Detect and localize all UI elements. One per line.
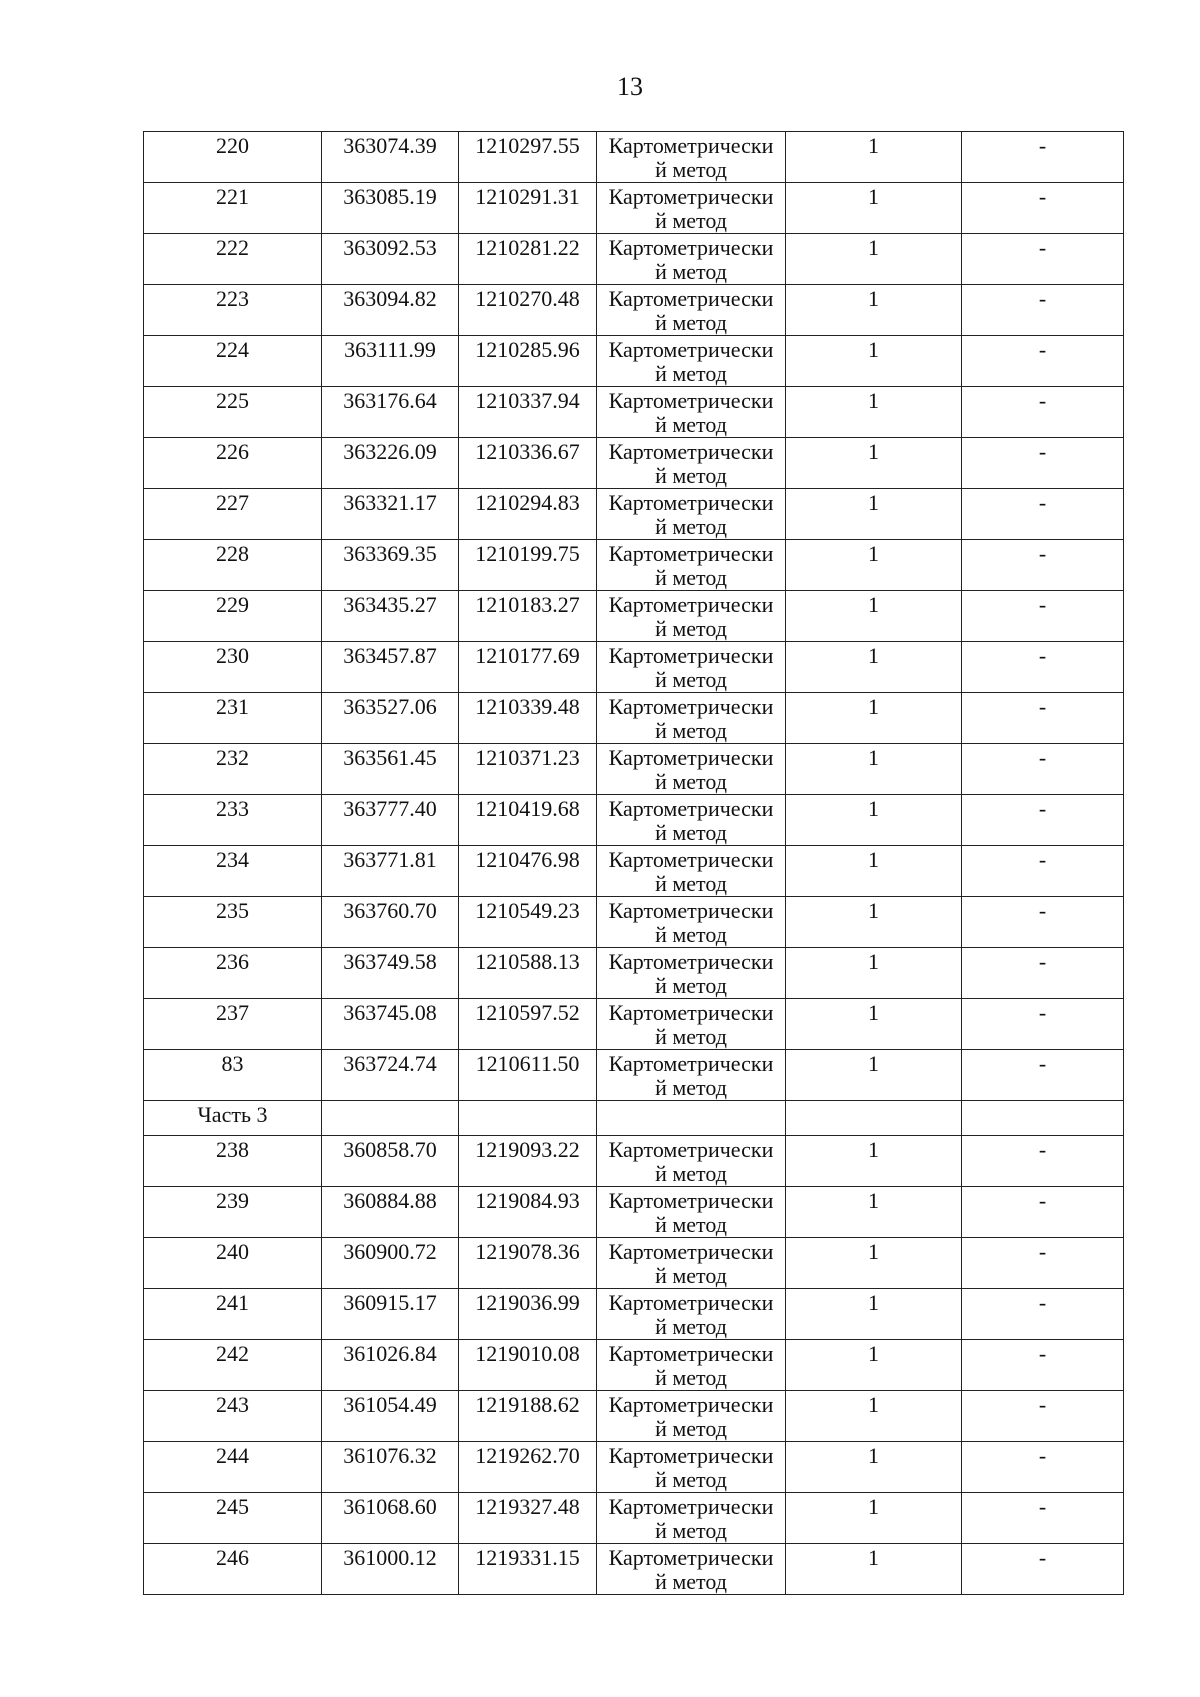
- accuracy-cell: 1: [786, 846, 962, 897]
- method-line-1: Картометрически: [608, 388, 774, 413]
- y-coordinate-cell: 1210177.69: [459, 642, 597, 693]
- method-line-1: Картометрически: [608, 949, 774, 974]
- note-cell: -: [962, 1340, 1124, 1391]
- x-coordinate-cell: 363226.09: [322, 438, 459, 489]
- table-row: [144, 387, 1124, 438]
- table-row: [144, 1493, 1124, 1544]
- accuracy-cell: 1: [786, 1187, 962, 1238]
- method-line-1: Картометрически: [608, 337, 774, 362]
- method-line-1: Картометрически: [608, 439, 774, 464]
- point-number-cell: 242: [144, 1340, 322, 1391]
- x-coordinate-cell: 363111.99: [322, 336, 459, 387]
- method-line-2: й метод: [655, 1075, 727, 1100]
- note-cell: -: [962, 693, 1124, 744]
- section-empty-cell: [597, 1101, 786, 1136]
- method-line-2: й метод: [655, 565, 727, 590]
- method-cell: [597, 1136, 786, 1187]
- point-number-cell: 245: [144, 1493, 322, 1544]
- method-cell: [597, 438, 786, 489]
- y-coordinate-cell: 1210199.75: [459, 540, 597, 591]
- accuracy-cell: 1: [786, 438, 962, 489]
- page-number: 13: [617, 72, 643, 101]
- method-line-2: й метод: [655, 1416, 727, 1441]
- accuracy-cell: 1: [786, 234, 962, 285]
- accuracy-cell: 1: [786, 183, 962, 234]
- x-coordinate-cell: 363085.19: [322, 183, 459, 234]
- point-number-cell: 83: [144, 1050, 322, 1101]
- y-coordinate-cell: 1210476.98: [459, 846, 597, 897]
- accuracy-cell: 1: [786, 1493, 962, 1544]
- point-number-cell: 246: [144, 1544, 322, 1595]
- method-cell: [597, 1544, 786, 1595]
- table-row: [144, 438, 1124, 489]
- method-line-2: й метод: [655, 1467, 727, 1492]
- table-row: [144, 540, 1124, 591]
- table-row: [144, 336, 1124, 387]
- x-coordinate-cell: 363724.74: [322, 1050, 459, 1101]
- table-body-part-a: [144, 132, 1124, 1101]
- method-cell: [597, 489, 786, 540]
- method-line-2: й метод: [655, 259, 727, 284]
- method-line-1: Картометрически: [608, 1341, 774, 1366]
- note-cell: -: [962, 1391, 1124, 1442]
- method-cell: [597, 591, 786, 642]
- note-cell: -: [962, 387, 1124, 438]
- x-coordinate-cell: 363435.27: [322, 591, 459, 642]
- accuracy-cell: 1: [786, 1050, 962, 1101]
- method-line-2: й метод: [655, 973, 727, 998]
- note-cell: -: [962, 1187, 1124, 1238]
- accuracy-cell: 1: [786, 591, 962, 642]
- section-empty-cell: [322, 1101, 459, 1136]
- note-cell: -: [962, 234, 1124, 285]
- method-line-1: Картометрически: [608, 643, 774, 668]
- method-cell: [597, 234, 786, 285]
- table-row: [144, 1391, 1124, 1442]
- point-number-cell: 228: [144, 540, 322, 591]
- y-coordinate-cell: 1210281.22: [459, 234, 597, 285]
- method-cell: [597, 1187, 786, 1238]
- x-coordinate-cell: 361026.84: [322, 1340, 459, 1391]
- table-row: [144, 897, 1124, 948]
- y-coordinate-cell: 1219093.22: [459, 1136, 597, 1187]
- y-coordinate-cell: 1210588.13: [459, 948, 597, 999]
- method-line-2: й метод: [655, 1518, 727, 1543]
- y-coordinate-cell: 1219084.93: [459, 1187, 597, 1238]
- note-cell: -: [962, 744, 1124, 795]
- accuracy-cell: 1: [786, 1442, 962, 1493]
- table-row: [144, 1340, 1124, 1391]
- table-row: [144, 591, 1124, 642]
- y-coordinate-cell: 1210270.48: [459, 285, 597, 336]
- table-body-part-b: [144, 1136, 1124, 1595]
- method-line-1: Картометрически: [608, 1051, 774, 1076]
- table-row: [144, 1544, 1124, 1595]
- x-coordinate-cell: 363074.39: [322, 132, 459, 183]
- method-cell: [597, 285, 786, 336]
- y-coordinate-cell: 1210597.52: [459, 999, 597, 1050]
- y-coordinate-cell: 1210419.68: [459, 795, 597, 846]
- method-cell: [597, 693, 786, 744]
- method-line-2: й метод: [655, 361, 727, 386]
- method-cell: [597, 897, 786, 948]
- note-cell: -: [962, 1442, 1124, 1493]
- table-row: [144, 1187, 1124, 1238]
- method-cell: [597, 1493, 786, 1544]
- accuracy-cell: 1: [786, 1289, 962, 1340]
- method-cell: [597, 948, 786, 999]
- accuracy-cell: 1: [786, 948, 962, 999]
- section-row: [144, 1101, 1124, 1136]
- method-cell: [597, 999, 786, 1050]
- accuracy-cell: 1: [786, 1136, 962, 1187]
- method-line-2: й метод: [655, 871, 727, 896]
- accuracy-cell: 1: [786, 540, 962, 591]
- note-cell: -: [962, 1544, 1124, 1595]
- note-cell: -: [962, 183, 1124, 234]
- method-line-2: й метод: [655, 718, 727, 743]
- y-coordinate-cell: 1219327.48: [459, 1493, 597, 1544]
- point-number-cell: 232: [144, 744, 322, 795]
- y-coordinate-cell: 1210285.96: [459, 336, 597, 387]
- x-coordinate-cell: 363176.64: [322, 387, 459, 438]
- point-number-cell: 223: [144, 285, 322, 336]
- accuracy-cell: 1: [786, 132, 962, 183]
- accuracy-cell: 1: [786, 1544, 962, 1595]
- method-line-1: Картометрически: [608, 490, 774, 515]
- table-row: [144, 1442, 1124, 1493]
- x-coordinate-cell: 361068.60: [322, 1493, 459, 1544]
- method-line-1: Картометрически: [608, 1494, 774, 1519]
- note-cell: -: [962, 1136, 1124, 1187]
- method-line-1: Картометрически: [608, 796, 774, 821]
- table-row: [144, 183, 1124, 234]
- accuracy-cell: 1: [786, 999, 962, 1050]
- method-cell: [597, 1050, 786, 1101]
- point-number-cell: 226: [144, 438, 322, 489]
- method-line-1: Картометрически: [608, 694, 774, 719]
- method-line-1: Картометрически: [608, 1137, 774, 1162]
- x-coordinate-cell: 363777.40: [322, 795, 459, 846]
- method-line-2: й метод: [655, 1365, 727, 1390]
- method-line-2: й метод: [655, 157, 727, 182]
- accuracy-cell: 1: [786, 1238, 962, 1289]
- point-number-cell: 243: [144, 1391, 322, 1442]
- note-cell: -: [962, 1289, 1124, 1340]
- y-coordinate-cell: 1219010.08: [459, 1340, 597, 1391]
- note-cell: -: [962, 1493, 1124, 1544]
- table-row: [144, 234, 1124, 285]
- note-cell: -: [962, 540, 1124, 591]
- method-cell: [597, 1442, 786, 1493]
- method-line-2: й метод: [655, 820, 727, 845]
- accuracy-cell: 1: [786, 387, 962, 438]
- accuracy-cell: 1: [786, 285, 962, 336]
- table-row: [144, 948, 1124, 999]
- section-label: Часть 3: [144, 1101, 322, 1136]
- x-coordinate-cell: 363771.81: [322, 846, 459, 897]
- accuracy-cell: 1: [786, 1340, 962, 1391]
- point-number-cell: 230: [144, 642, 322, 693]
- y-coordinate-cell: 1210337.94: [459, 387, 597, 438]
- method-line-2: й метод: [655, 412, 727, 437]
- y-coordinate-cell: 1219262.70: [459, 1442, 597, 1493]
- method-line-1: Картометрически: [608, 541, 774, 566]
- y-coordinate-cell: 1210549.23: [459, 897, 597, 948]
- method-line-2: й метод: [655, 310, 727, 335]
- table-section: [144, 1101, 1124, 1136]
- y-coordinate-cell: 1210339.48: [459, 693, 597, 744]
- method-line-1: Картометрически: [608, 898, 774, 923]
- method-cell: [597, 642, 786, 693]
- table-row: [144, 1050, 1124, 1101]
- point-number-cell: 221: [144, 183, 322, 234]
- method-line-1: Картометрически: [608, 745, 774, 770]
- point-number-cell: 244: [144, 1442, 322, 1493]
- accuracy-cell: 1: [786, 642, 962, 693]
- note-cell: -: [962, 285, 1124, 336]
- accuracy-cell: 1: [786, 693, 962, 744]
- x-coordinate-cell: 360858.70: [322, 1136, 459, 1187]
- method-line-2: й метод: [655, 922, 727, 947]
- x-coordinate-cell: 363369.35: [322, 540, 459, 591]
- method-line-2: й метод: [655, 1024, 727, 1049]
- x-coordinate-cell: 363527.06: [322, 693, 459, 744]
- note-cell: -: [962, 1050, 1124, 1101]
- table-row: [144, 693, 1124, 744]
- table-row: [144, 846, 1124, 897]
- y-coordinate-cell: 1219036.99: [459, 1289, 597, 1340]
- note-cell: -: [962, 642, 1124, 693]
- accuracy-cell: 1: [786, 336, 962, 387]
- method-line-2: й метод: [655, 769, 727, 794]
- table-row: [144, 999, 1124, 1050]
- x-coordinate-cell: 363092.53: [322, 234, 459, 285]
- method-line-2: й метод: [655, 667, 727, 692]
- point-number-cell: 236: [144, 948, 322, 999]
- y-coordinate-cell: 1210336.67: [459, 438, 597, 489]
- method-cell: [597, 183, 786, 234]
- y-coordinate-cell: 1210371.23: [459, 744, 597, 795]
- accuracy-cell: 1: [786, 489, 962, 540]
- point-number-cell: 220: [144, 132, 322, 183]
- method-line-1: Картометрически: [608, 1188, 774, 1213]
- x-coordinate-cell: 360915.17: [322, 1289, 459, 1340]
- method-cell: [597, 795, 786, 846]
- method-cell: [597, 1238, 786, 1289]
- method-line-2: й метод: [655, 1212, 727, 1237]
- note-cell: -: [962, 897, 1124, 948]
- method-line-1: Картометрически: [608, 1290, 774, 1315]
- method-line-1: Картометрически: [608, 1392, 774, 1417]
- x-coordinate-cell: 363749.58: [322, 948, 459, 999]
- point-number-cell: 227: [144, 489, 322, 540]
- table-row: [144, 285, 1124, 336]
- point-number-cell: 224: [144, 336, 322, 387]
- table-row: [144, 795, 1124, 846]
- note-cell: -: [962, 591, 1124, 642]
- accuracy-cell: 1: [786, 744, 962, 795]
- x-coordinate-cell: 360884.88: [322, 1187, 459, 1238]
- point-number-cell: 222: [144, 234, 322, 285]
- table-row: [144, 132, 1124, 183]
- method-cell: [597, 1289, 786, 1340]
- y-coordinate-cell: 1219078.36: [459, 1238, 597, 1289]
- note-cell: -: [962, 489, 1124, 540]
- method-line-1: Картометрически: [608, 286, 774, 311]
- method-line-1: Картометрически: [608, 592, 774, 617]
- table-row: [144, 489, 1124, 540]
- point-number-cell: 241: [144, 1289, 322, 1340]
- coordinates-table: [143, 131, 1124, 1595]
- point-number-cell: 235: [144, 897, 322, 948]
- y-coordinate-cell: 1219331.15: [459, 1544, 597, 1595]
- table-row: [144, 744, 1124, 795]
- method-line-1: Картометрически: [608, 1000, 774, 1025]
- y-coordinate-cell: 1210183.27: [459, 591, 597, 642]
- y-coordinate-cell: 1210611.50: [459, 1050, 597, 1101]
- method-line-2: й метод: [655, 1314, 727, 1339]
- method-line-1: Картометрически: [608, 847, 774, 872]
- point-number-cell: 225: [144, 387, 322, 438]
- method-line-1: Картометрически: [608, 235, 774, 260]
- method-cell: [597, 387, 786, 438]
- method-line-2: й метод: [655, 463, 727, 488]
- table-row: [144, 1289, 1124, 1340]
- note-cell: -: [962, 132, 1124, 183]
- note-cell: -: [962, 846, 1124, 897]
- note-cell: -: [962, 1238, 1124, 1289]
- method-cell: [597, 1391, 786, 1442]
- x-coordinate-cell: 363745.08: [322, 999, 459, 1050]
- method-cell: [597, 846, 786, 897]
- y-coordinate-cell: 1210297.55: [459, 132, 597, 183]
- y-coordinate-cell: 1210294.83: [459, 489, 597, 540]
- accuracy-cell: 1: [786, 1391, 962, 1442]
- method-line-2: й метод: [655, 1569, 727, 1594]
- method-cell: [597, 744, 786, 795]
- x-coordinate-cell: 361000.12: [322, 1544, 459, 1595]
- note-cell: -: [962, 795, 1124, 846]
- point-number-cell: 229: [144, 591, 322, 642]
- method-line-2: й метод: [655, 514, 727, 539]
- point-number-cell: 234: [144, 846, 322, 897]
- method-line-1: Картометрически: [608, 133, 774, 158]
- x-coordinate-cell: 363321.17: [322, 489, 459, 540]
- method-line-2: й метод: [655, 1161, 727, 1186]
- table-row: [144, 642, 1124, 693]
- note-cell: -: [962, 999, 1124, 1050]
- section-empty-cell: [962, 1101, 1124, 1136]
- x-coordinate-cell: 361054.49: [322, 1391, 459, 1442]
- note-cell: -: [962, 948, 1124, 999]
- x-coordinate-cell: 361076.32: [322, 1442, 459, 1493]
- point-number-cell: 233: [144, 795, 322, 846]
- point-number-cell: 237: [144, 999, 322, 1050]
- note-cell: -: [962, 336, 1124, 387]
- method-line-1: Картометрически: [608, 184, 774, 209]
- x-coordinate-cell: 363094.82: [322, 285, 459, 336]
- method-line-2: й метод: [655, 1263, 727, 1288]
- point-number-cell: 240: [144, 1238, 322, 1289]
- method-line-1: Картометрически: [608, 1545, 774, 1570]
- method-line-2: й метод: [655, 208, 727, 233]
- method-line-1: Картометрически: [608, 1239, 774, 1264]
- point-number-cell: 238: [144, 1136, 322, 1187]
- accuracy-cell: 1: [786, 795, 962, 846]
- method-cell: [597, 336, 786, 387]
- method-line-1: Картометрически: [608, 1443, 774, 1468]
- x-coordinate-cell: 363457.87: [322, 642, 459, 693]
- point-number-cell: 231: [144, 693, 322, 744]
- accuracy-cell: 1: [786, 897, 962, 948]
- method-cell: [597, 132, 786, 183]
- y-coordinate-cell: 1219188.62: [459, 1391, 597, 1442]
- method-cell: [597, 540, 786, 591]
- table-row: [144, 1136, 1124, 1187]
- method-cell: [597, 1340, 786, 1391]
- method-line-2: й метод: [655, 616, 727, 641]
- table-row: [144, 1238, 1124, 1289]
- note-cell: -: [962, 438, 1124, 489]
- x-coordinate-cell: 363561.45: [322, 744, 459, 795]
- x-coordinate-cell: 363760.70: [322, 897, 459, 948]
- x-coordinate-cell: 360900.72: [322, 1238, 459, 1289]
- y-coordinate-cell: 1210291.31: [459, 183, 597, 234]
- section-empty-cell: [459, 1101, 597, 1136]
- point-number-cell: 239: [144, 1187, 322, 1238]
- section-empty-cell: [786, 1101, 962, 1136]
